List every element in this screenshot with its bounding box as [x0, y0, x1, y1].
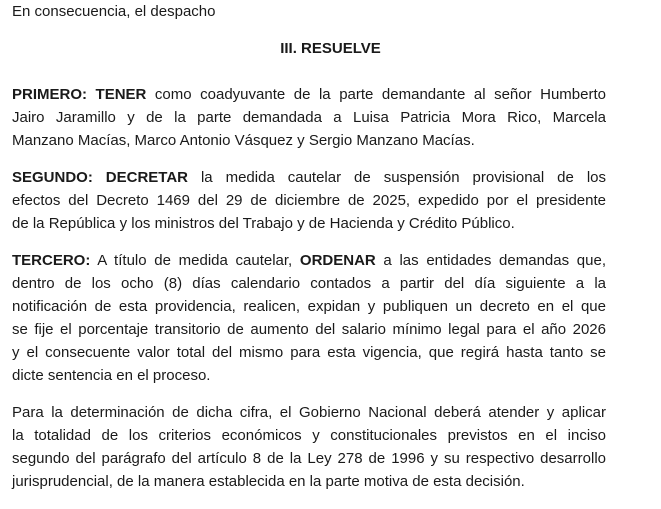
text-run: dicte sentencia en el proceso. [12, 367, 211, 384]
text-run: y el consecuente valor total del mismo para esta vigencia, que regirá hasta tanto se [12, 344, 606, 361]
text-line [12, 83, 606, 106]
text-line [12, 470, 606, 493]
text-line [12, 424, 606, 447]
text-run: se fije el porcentaje transitorio de aumento del salario mínimo legal para el año 2026 [12, 321, 606, 338]
text-run: dentro de los ocho (8) días calendario contados a partir del día siguiente a la [12, 275, 606, 292]
section-heading: III. RESUELVE [280, 40, 381, 57]
bold-text-run: SEGUNDO: DECRETAR [12, 169, 189, 186]
text-run: efectos del Decreto 1469 del 29 de diciembre de 2025, expedido por el presidente [12, 192, 606, 209]
paragraph-tercero [12, 249, 606, 387]
text-line [12, 272, 606, 295]
text-run: la totalidad de los criterios económicos y constitucionales previstos en el inciso [12, 427, 606, 444]
text-run: A título de medida cautelar, [90, 252, 300, 269]
text-run: la medida cautelar de suspensión provisional de los [188, 169, 606, 186]
paragraph-primero [12, 83, 606, 152]
paragraph-segundo [12, 166, 606, 235]
text-line [12, 318, 606, 341]
text-line [12, 401, 606, 424]
text-run: a las entidades demandas que, [375, 252, 606, 269]
text-run: notificación de esta providencia, realicen, expidan y publiquen un decreto en el que [12, 298, 606, 315]
text-line [12, 212, 606, 235]
bold-text-run: PRIMERO: TENER [12, 86, 147, 103]
text-line [12, 341, 606, 364]
text-run: Jairo Jaramillo y de la parte demandada a Luisa Patricia Mora Rico, Marcela [12, 109, 606, 126]
text-line [12, 166, 606, 189]
text-line [12, 249, 606, 272]
text-run: Manzano Macías, Marco Antonio Vásquez y Sergio Manzano Macías. [12, 132, 475, 149]
paragraph-cierre [12, 401, 606, 493]
text-run: Para la determinación de dicha cifra, el Gobierno Nacional deberá atender y aplicar [12, 404, 606, 421]
text-run: jurisprudencial, de la manera establecida en la parte motiva de esta decisión. [12, 473, 525, 490]
resolution-paragraphs [0, 83, 661, 493]
text-line [12, 364, 606, 387]
text-run: de la República y los ministros del Trabajo y de Hacienda y Crédito Público. [12, 215, 515, 232]
text-line [12, 447, 606, 470]
text-line [12, 106, 606, 129]
text-run: como coadyuvante de la parte demandante al señor Humberto [146, 86, 606, 103]
intro-line: En consecuencia, el despacho [12, 3, 216, 20]
text-line [12, 295, 606, 318]
text-line [12, 189, 606, 212]
text-run: segundo del parágrafo del artículo 8 de la Ley 278 de 1996 y su respectivo desarrollo [12, 450, 606, 467]
bold-text-run: ORDENAR [299, 252, 376, 269]
bold-text-run: TERCERO: [12, 252, 91, 269]
text-line [12, 129, 606, 152]
